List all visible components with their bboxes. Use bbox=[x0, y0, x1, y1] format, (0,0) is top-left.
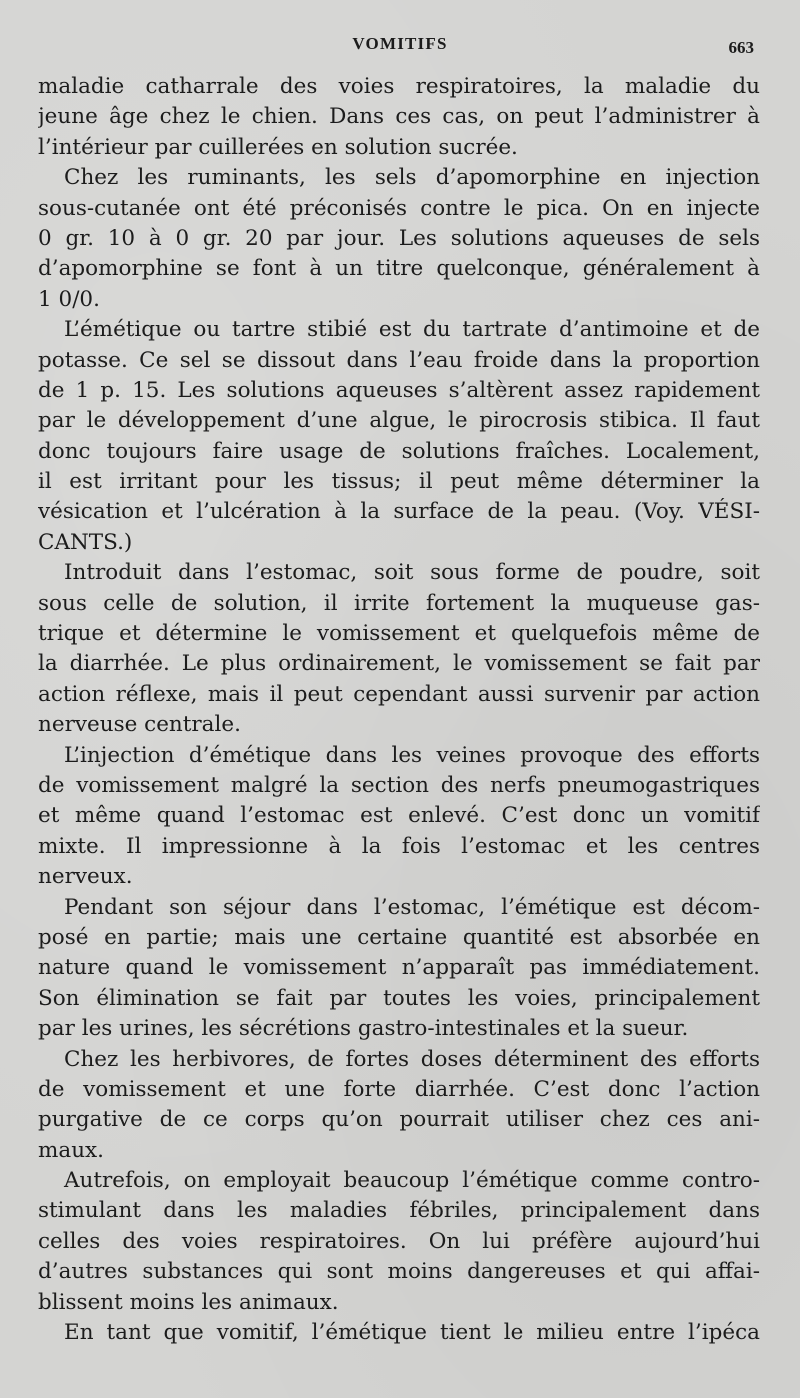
text-line: vésication et l’ulcération à la surface de la peau. (Voy. VÉSI- bbox=[38, 499, 760, 525]
text-line: L’injection d’émétique dans les veines provoque des efforts bbox=[64, 742, 760, 768]
text-line: et même quand l’estomac est enlevé. C’est donc un vomitif bbox=[38, 803, 760, 829]
text-line: L’émétique ou tartre stibié est du tartrate d’antimoine et de bbox=[64, 317, 760, 343]
text-line: mixte. Il impressionne à la fois l’estomac et les centres bbox=[38, 833, 760, 859]
text-line: nerveuse centrale. bbox=[38, 712, 241, 738]
text-line: de vomissement malgré la section des nerfs pneumogastriques bbox=[38, 772, 760, 798]
text-line: 1 0/0. bbox=[38, 286, 100, 312]
text-line: Chez les ruminants, les sels d’apomorphine en injection bbox=[64, 165, 760, 191]
text-line: trique et détermine le vomissement et quelquefois même de bbox=[38, 621, 760, 647]
text-line: il est irritant pour les tissus; il peut même déterminer la bbox=[38, 469, 760, 495]
text-line: celles des voies respiratoires. On lui préfère aujourd’hui bbox=[38, 1228, 760, 1254]
page-header bbox=[0, 34, 800, 60]
text-line: Autrefois, on employait beaucoup l’émétique comme contro- bbox=[64, 1168, 760, 1194]
text-line: En tant que vomitif, l’émétique tient le milieu entre l’ipéca bbox=[64, 1320, 760, 1346]
text-line: posé en partie; mais une certaine quantité est absorbée en bbox=[38, 924, 760, 950]
text-line: nature quand le vomissement n’apparaît pas immédiatement. bbox=[38, 955, 760, 981]
text-line: Introduit dans l’estomac, soit sous forme de poudre, soit bbox=[64, 560, 760, 586]
text-line: par les urines, les sécrétions gastro-intestinales et la sueur. bbox=[38, 1016, 689, 1042]
running-head: VOMITIFS bbox=[352, 34, 448, 53]
text-line: Pendant son séjour dans l’estomac, l’émétique est décom- bbox=[64, 894, 760, 920]
text-line: stimulant dans les maladies fébriles, principalement dans bbox=[38, 1198, 760, 1224]
text-line: sous celle de solution, il irrite fortement la muqueuse gas- bbox=[38, 590, 760, 616]
text-line: nerveux. bbox=[38, 864, 133, 890]
text-line: d’apomorphine se font à un titre quelconque, généralement à bbox=[38, 256, 760, 282]
text-line: l’intérieur par cuillerées en solution sucrée. bbox=[38, 134, 518, 160]
page-number: 663 bbox=[728, 38, 754, 57]
text-line: CANTS.) bbox=[38, 529, 133, 555]
text-line: maux. bbox=[38, 1137, 105, 1163]
text-line: action réflexe, mais il peut cependant aussi survenir par action bbox=[38, 681, 760, 707]
text-line: la diarrhée. Le plus ordinairement, le vomissement se fait par bbox=[38, 651, 760, 677]
text-line: donc toujours faire usage de solutions fraîches. Localement, bbox=[38, 438, 760, 464]
text-line: sous-cutanée ont été préconisés contre le pica. On en injecte bbox=[38, 195, 760, 221]
text-line: blissent moins les animaux. bbox=[38, 1289, 339, 1315]
text-line: par le développement d’une algue, le pirocrosis stibica. Il faut bbox=[38, 408, 760, 434]
body-text bbox=[38, 72, 760, 1348]
text-line: potasse. Ce sel se dissout dans l’eau froide dans la proportion bbox=[38, 347, 760, 373]
text-line: Chez les herbivores, de fortes doses déterminent des efforts bbox=[64, 1046, 760, 1072]
text-line: de vomissement et une forte diarrhée. C’est donc l’action bbox=[38, 1076, 760, 1102]
text-line: d’autres substances qui sont moins dangereuses et qui affai- bbox=[38, 1259, 760, 1285]
text-line: Son élimination se fait par toutes les voies, principalement bbox=[38, 985, 760, 1011]
text-line: purgative de ce corps qu’on pourrait utiliser chez ces ani- bbox=[38, 1107, 760, 1133]
text-line: jeune âge chez le chien. Dans ces cas, on peut l’administrer à bbox=[38, 104, 760, 130]
text-line: 0 gr. 10 à 0 gr. 20 par jour. Les solutions aqueuses de sels bbox=[38, 225, 760, 251]
text-line: de 1 p. 15. Les solutions aqueuses s’altèrent assez rapidement bbox=[38, 377, 760, 403]
text-line: maladie catharrale des voies respiratoires, la maladie du bbox=[38, 74, 760, 99]
